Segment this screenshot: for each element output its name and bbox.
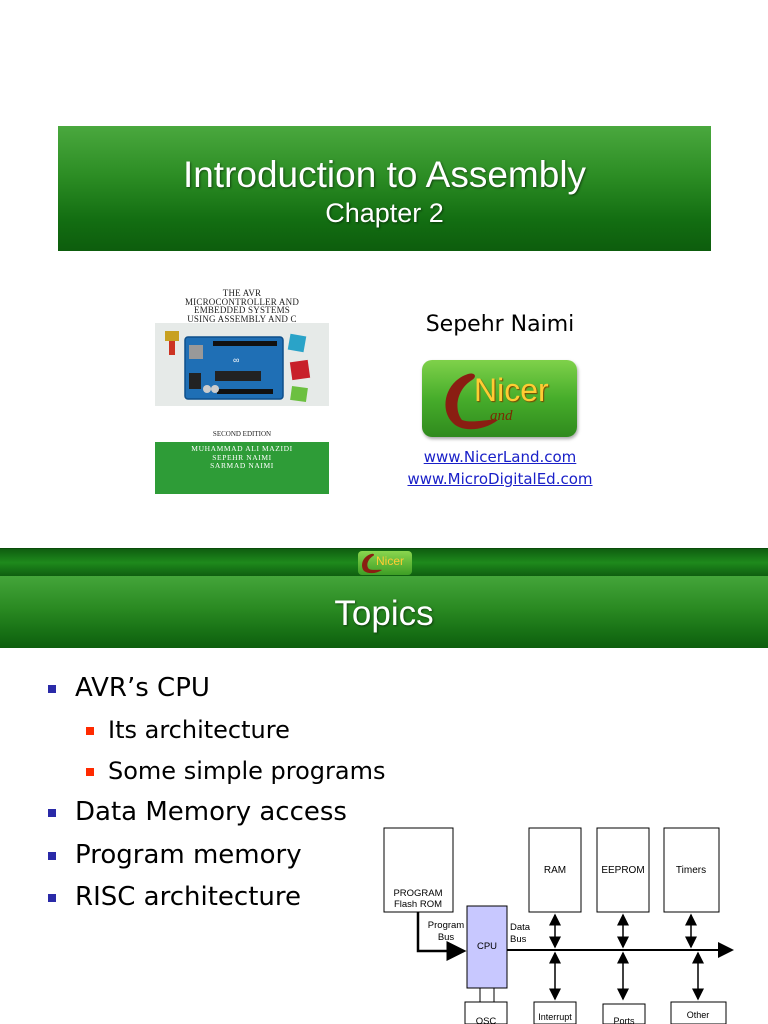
bullet-text: Its architecture bbox=[108, 716, 290, 744]
nicerland-link[interactable]: www.NicerLand.com bbox=[423, 448, 577, 466]
nicerland-logo bbox=[422, 360, 577, 437]
book-author: SARMAD NAIMI bbox=[210, 461, 274, 471]
square-bullet-icon bbox=[48, 809, 56, 817]
presenter-name: Sepehr Naimi bbox=[425, 312, 575, 337]
mini-nicer-logo bbox=[358, 551, 412, 575]
osc-label: OSC bbox=[475, 1016, 497, 1024]
timers-label: Timers bbox=[675, 865, 707, 876]
bullet-text: AVR’s CPU bbox=[75, 673, 210, 703]
interrupt-label: Interrupt bbox=[538, 1012, 572, 1022]
program-bus-label: Program bbox=[427, 920, 465, 931]
topics-slide bbox=[0, 548, 768, 1024]
book-title-line: MICROCONTROLLER AND bbox=[184, 296, 300, 307]
cpu-label: CPU bbox=[476, 941, 498, 952]
other-label: Other bbox=[686, 1010, 710, 1020]
square-bullet-icon bbox=[48, 685, 56, 693]
bullet-item bbox=[75, 673, 210, 703]
rom-label: Flash ROM bbox=[393, 899, 443, 910]
bullet-text: RISC architecture bbox=[75, 882, 301, 912]
book-title-line: EMBEDDED SYSTEMS bbox=[194, 305, 290, 315]
slide-subtitle: Chapter 2 bbox=[325, 198, 444, 228]
bullet-item bbox=[75, 882, 301, 912]
logo-subword: and bbox=[490, 408, 513, 424]
arduino-board-illustration bbox=[155, 323, 329, 406]
program-bus-label: Bus bbox=[437, 932, 455, 943]
data-bus-label: Bus bbox=[510, 934, 527, 945]
ports-label: Ports bbox=[613, 1016, 635, 1024]
osc-connector bbox=[480, 988, 494, 1002]
slide-title: Introduction to Assembly bbox=[182, 154, 587, 195]
book-edition: SECOND EDITION bbox=[212, 430, 272, 438]
square-bullet-icon bbox=[48, 852, 56, 860]
bullet-item bbox=[75, 797, 347, 827]
topics-banner bbox=[0, 576, 768, 648]
svg-text:∞: ∞ bbox=[233, 355, 240, 365]
bullet-item bbox=[75, 840, 302, 870]
bullet-text: Data Memory access bbox=[75, 797, 347, 827]
book-author: SEPEHR NAIMI bbox=[212, 452, 272, 462]
eeprom-label: EEPROM bbox=[601, 865, 645, 876]
book-cover-image bbox=[155, 323, 329, 406]
header-strip bbox=[0, 548, 768, 576]
book-cover bbox=[155, 287, 329, 494]
book-author: MUHAMMAD ALI MAZIDI bbox=[191, 444, 293, 453]
book-authors bbox=[155, 442, 329, 494]
title-banner bbox=[58, 126, 711, 251]
logo-word: Nicer bbox=[474, 372, 549, 408]
square-bullet-icon bbox=[86, 727, 94, 735]
bullet-text: Program memory bbox=[75, 840, 302, 870]
rom-label: PROGRAM bbox=[393, 888, 443, 899]
sub-bullet-item bbox=[108, 757, 386, 785]
square-bullet-icon bbox=[86, 768, 94, 776]
slide-title: Topics bbox=[334, 594, 434, 633]
data-bus-label: Data bbox=[510, 922, 531, 933]
mini-logo-word: Nicer bbox=[376, 554, 405, 568]
microdigitaled-link[interactable]: www.MicroDigitalEd.com bbox=[407, 470, 593, 488]
bullet-text: Some simple programs bbox=[108, 757, 386, 785]
square-bullet-icon bbox=[48, 894, 56, 902]
book-title bbox=[155, 289, 329, 323]
ram-label: RAM bbox=[543, 865, 567, 876]
book-title-line: THE AVR bbox=[222, 288, 262, 298]
book-title-line: USING ASSEMBLY AND C bbox=[187, 313, 297, 324]
sub-bullet-item bbox=[108, 716, 290, 744]
avr-block-diagram bbox=[380, 826, 768, 1024]
